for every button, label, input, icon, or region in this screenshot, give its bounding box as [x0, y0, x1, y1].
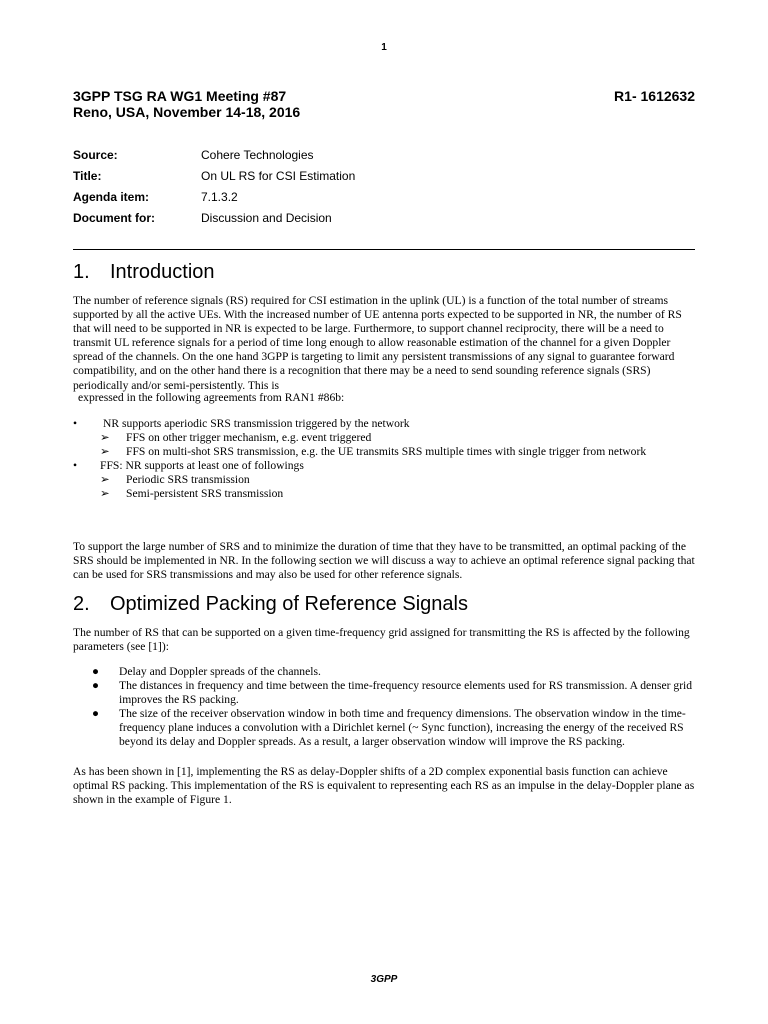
- document-metadata: [73, 145, 695, 229]
- arrow-bullet-icon: ➢: [100, 431, 110, 445]
- section-title: Optimized Packing of Reference Signals: [110, 593, 468, 615]
- bullet-icon: •: [73, 459, 78, 473]
- list-item-text: Periodic SRS transmission: [126, 473, 250, 487]
- document-number: R1- 1612632: [614, 88, 695, 104]
- list-item: [92, 707, 695, 749]
- intro-paragraph: The number of reference signals (RS) required for CSI estimation in the uplink (UL) is a function of the total number of streams supported by all the active UEs. With the increased number of UE antenna ports expected to be supported in NR, the number of RS that will need to be supported in NR is expected to be large. Furthermore, to support channel reciprocity, there will be a need to transmit UL reference signals for a period of time long enough to allow reasonable estimation of the channel for a given Doppler spread of the channels. On the one hand 3GPP is targeting to limit any persistent transmissions of any signal to guarantee forward compatibility, and on the other hand there is a recognition that there may be a need to send sounding reference signals (SRS) periodically and/or semi-persistently. This is: [73, 294, 682, 392]
- intro-paragraph-2: To support the large number of SRS and to minimize the duration of time that they have to be transmitted, an optimal packing of the SRS should be implemented in NR. In the following section we will discuss a way to achieve an optimal reference signal packing that can be used for SRS transmissions and may also be used for other reference signals.: [73, 540, 695, 582]
- meta-label: Agenda item:: [73, 190, 150, 204]
- list-item: [92, 679, 695, 707]
- list-item-text: FFS on multi-shot SRS transmission, e.g. the UE transmits SRS multiple times with single trigger from network: [126, 445, 647, 459]
- meta-value: Cohere Technologies: [201, 148, 314, 162]
- packing-paragraph: The number of RS that can be supported on a given time-frequency grid assigned for transmitting the RS is affected by the following parameters (see [1]):: [73, 626, 690, 654]
- section-number: 2.: [73, 593, 90, 615]
- list-item-text: The size of the receiver observation window in both time and frequency dimensions. The observation window in the time-frequency plane induces a convolution with a Dirichlet kernel (~ Sync function), increasing the energy of the received RS beyond its delay and Doppler spreads. As a result, a larger observation window will improve the RS packing.: [119, 707, 686, 749]
- meta-row-title: [73, 166, 695, 187]
- list-item-text: Semi-persistent SRS transmission: [126, 487, 284, 501]
- parameter-list: [92, 665, 695, 750]
- bullet-icon: •: [73, 417, 78, 430]
- header-divider: [73, 249, 695, 250]
- bullet-icon: ●: [92, 707, 100, 721]
- meta-value: 7.1.3.2: [201, 190, 238, 204]
- list-item: [73, 487, 695, 501]
- meta-label: Document for:: [73, 211, 155, 225]
- list-item-text: FFS: NR supports at least one of followings: [100, 459, 304, 473]
- meta-row-document-for: [73, 208, 695, 229]
- bullet-icon: ●: [92, 665, 100, 678]
- section-heading-introduction: [73, 259, 695, 285]
- list-item: [73, 445, 675, 459]
- list-item: [92, 665, 695, 679]
- meta-row-agenda: [73, 187, 695, 208]
- packing-paragraph-2: As has been shown in [1], implementing the RS as delay-Doppler shifts of a 2D complex exponential basis function can achieve optimal RS packing. This implementation of the RS is equivalent to representing each RS as an impulse in the delay-Doppler plane as shown in the example of Figure 1.: [73, 765, 695, 807]
- agreement-list: [73, 417, 695, 502]
- arrow-bullet-icon: ➢: [100, 445, 110, 459]
- section-heading-optimized-packing: [73, 591, 695, 617]
- list-item-text: NR supports aperiodic SRS transmission triggered by the network: [103, 417, 410, 430]
- list-item: [73, 417, 695, 431]
- page-footer: 3GPP: [370, 974, 398, 985]
- list-item-text: The distances in frequency and time between the time-frequency resource elements used for RS transmission. A denser grid improves the RS packing.: [119, 679, 693, 707]
- list-item-text: FFS on other trigger mechanism, e.g. event triggered: [126, 431, 372, 445]
- list-item: [73, 431, 695, 445]
- section-title: Introduction: [110, 261, 215, 283]
- meeting-title: 3GPP TSG RA WG1 Meeting #87: [73, 88, 287, 104]
- meta-value: On UL RS for CSI Estimation: [201, 169, 356, 183]
- meta-label: Source:: [73, 148, 118, 162]
- meeting-location: Reno, USA, November 14-18, 2016: [73, 104, 301, 120]
- list-item: [73, 473, 695, 487]
- arrow-bullet-icon: ➢: [100, 487, 110, 501]
- list-item-text: Delay and Doppler spreads of the channels.: [119, 665, 321, 678]
- bullet-icon: ●: [92, 679, 100, 693]
- list-item: [73, 459, 695, 473]
- page-number: 1: [381, 42, 387, 53]
- arrow-bullet-icon: ➢: [100, 473, 110, 487]
- intro-paragraph-tail: expressed in the following agreements from RAN1 #86b:: [78, 391, 345, 404]
- section-number: 1.: [73, 261, 90, 283]
- meta-label: Title:: [73, 169, 102, 183]
- meta-value: Discussion and Decision: [201, 211, 332, 225]
- meta-row-source: [73, 145, 695, 166]
